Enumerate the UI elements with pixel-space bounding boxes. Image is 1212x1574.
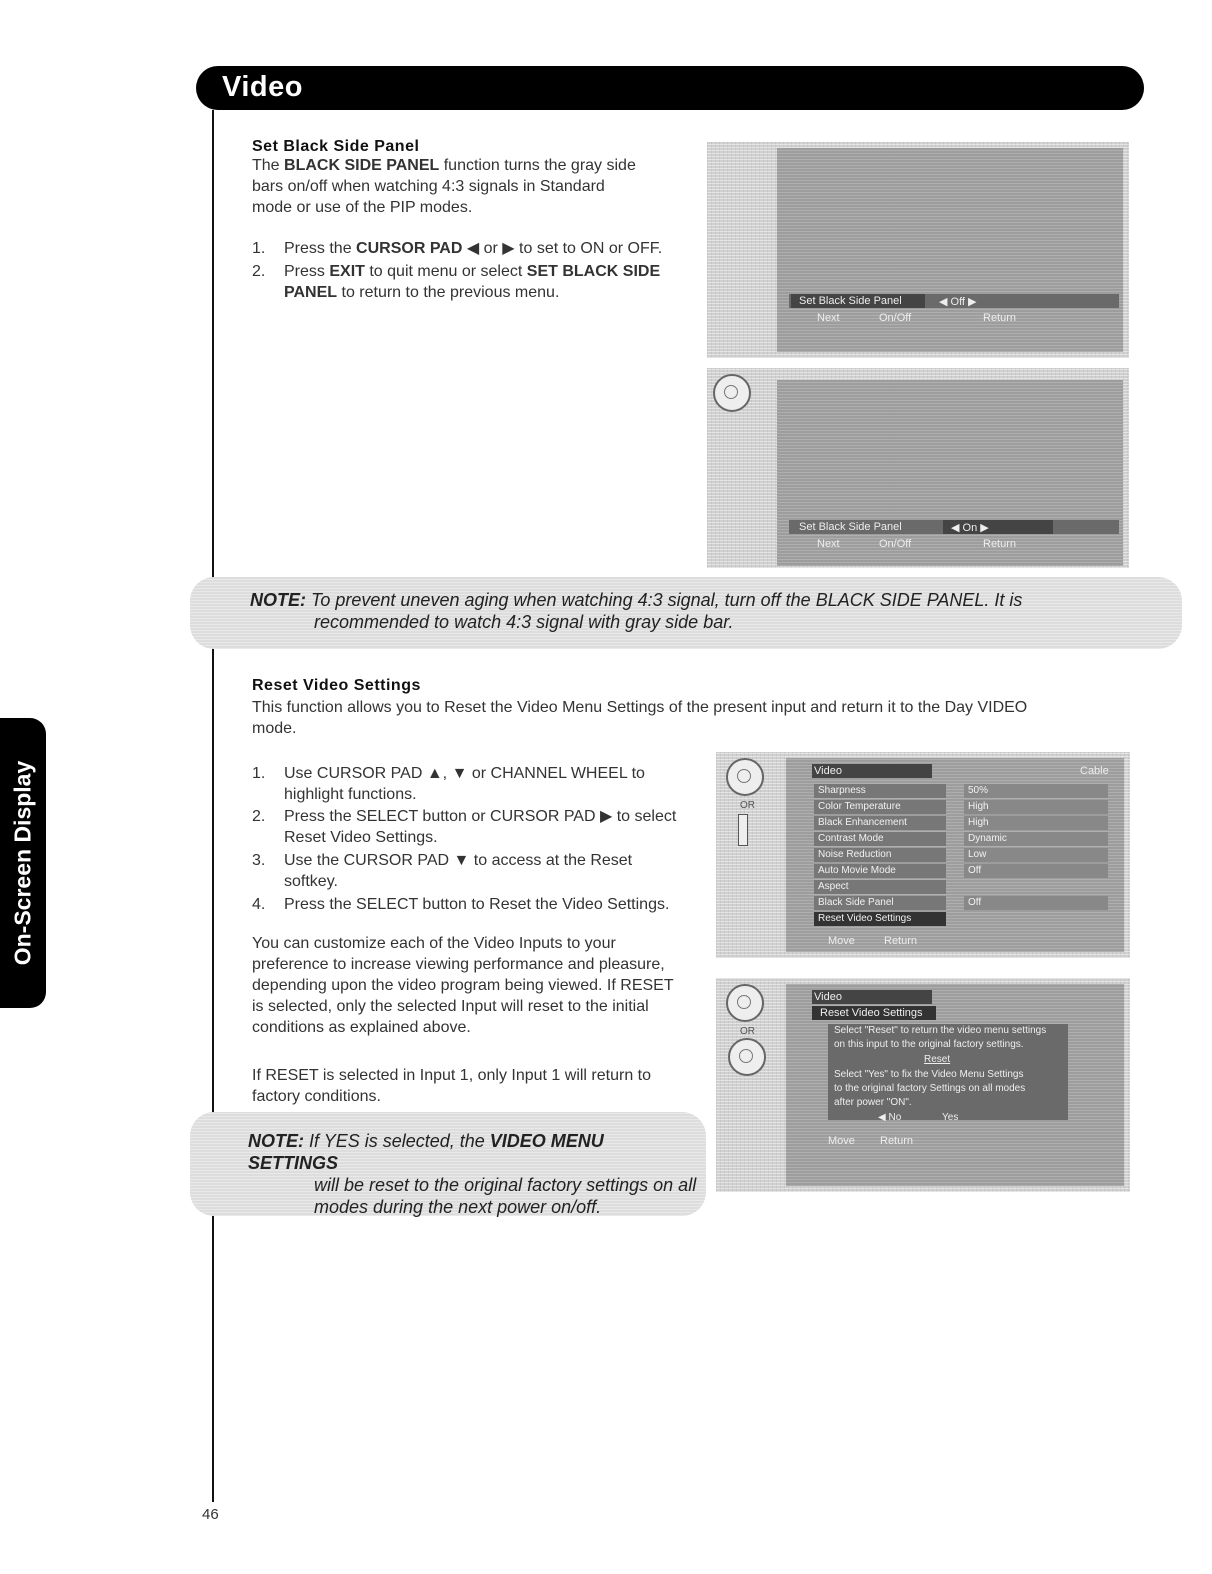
page-number: 46: [202, 1506, 219, 1523]
osd-nav-onoff: On/Off: [879, 312, 912, 324]
osd-item-contrast-mode[interactable]: Contrast Mode: [814, 832, 946, 846]
cursor-pad-icon: [726, 758, 764, 796]
margin-rule: [212, 110, 214, 1502]
osd-reset-button[interactable]: Reset: [924, 1054, 951, 1065]
note-label: NOTE:: [250, 590, 306, 610]
osd-item-noise-reduction[interactable]: Noise Reduction: [814, 848, 946, 862]
osd-nav-move: Move: [828, 1135, 855, 1147]
osd-menu-title: Video: [814, 991, 842, 1003]
osd-item-reset-video-settings[interactable]: Reset Video Settings: [814, 912, 946, 926]
osd-nav-return: Return: [884, 935, 918, 947]
section2-step-1: 1. Use CURSOR PAD ▲, ▼ or CHANNEL WHEEL to highlight functions.: [252, 765, 645, 803]
section2-intro: This function allows you to Reset the Video Menu Settings of the present input and return it to the Day VIDEO mode.: [252, 699, 1028, 737]
section1-step-1: 1. Press the CURSOR PAD ◀ or ▶ to set to ON or OFF.: [252, 240, 663, 257]
osd-option-yes[interactable]: Yes: [942, 1112, 959, 1123]
osd-menu-label: Set Black Side Panel: [799, 295, 902, 307]
cursor-pad-icon: [728, 1038, 766, 1076]
chapter-label: On-Screen Display: [9, 760, 36, 966]
osd-value-black-side-panel: Off: [964, 896, 1108, 910]
note-label: NOTE:: [248, 1131, 304, 1151]
section2-paragraph-customize: You can customize each of the Video Inputs to your preference to increase viewing performance and pleasure, depending upon the video program being viewed. If RESET is selected, only the selected Input will reset to the initial conditions as explained above.: [252, 935, 674, 1036]
note-box-reset-warning: NOTE: If YES is selected, the VIDEO MENU SETTINGS will be reset to the original factory settings on all modes during the next power on/off.: [190, 1112, 706, 1216]
section2-step-4: 4. Press the SELECT button to Reset the Video Settings.: [252, 896, 670, 913]
osd-value-auto-movie-mode: Off: [964, 864, 1108, 878]
tv-screen-black-panel-off: [707, 142, 1129, 358]
osd-item-color-temperature[interactable]: Color Temperature: [814, 800, 946, 814]
osd-submenu-title: Reset Video Settings: [820, 1007, 923, 1019]
osd-option-no[interactable]: ◀ No: [878, 1112, 902, 1123]
osd-nav-move: Move: [828, 935, 855, 947]
tv-screen-black-panel-on: [707, 368, 1129, 568]
tv-screen-reset-dialog: OR Video Reset Video Settings Select "Reset" to return the video menu settings on this input to the original factory settings. Reset Select "Yes" to fix the Video Menu Settings to the original factory Settings on all modes after power "ON". ◀ No Yes Move Return: [716, 978, 1130, 1192]
osd-nav-onoff: On/Off: [879, 538, 912, 550]
osd-value-sharpness: 50%: [964, 784, 1108, 798]
osd-item-black-enhancement[interactable]: Black Enhancement: [814, 816, 946, 830]
section2-paragraph-input1: If RESET is selected in Input 1, only Input 1 will return to factory conditions.: [252, 1067, 652, 1105]
osd-source: Cable: [1080, 765, 1109, 777]
channel-wheel-icon: [738, 814, 748, 846]
section-heading-reset-video: Reset Video Settings: [252, 677, 421, 694]
section-heading-black-side-panel: Set Black Side Panel: [252, 138, 420, 155]
osd-value: ◀ Off ▶: [939, 296, 977, 308]
osd-nav-return: Return: [880, 1135, 914, 1147]
osd-value-contrast-mode: Dynamic: [964, 832, 1108, 846]
cursor-pad-icon: [713, 374, 751, 412]
section2-step-2: 2. Press the SELECT button or CURSOR PAD ▶ to select Reset Video Settings.: [252, 808, 677, 846]
osd-menu-title: Video: [814, 765, 842, 777]
cursor-pad-icon: [726, 984, 764, 1022]
osd-item-sharpness[interactable]: Sharpness: [814, 784, 946, 798]
osd-menu-label: Set Black Side Panel: [799, 521, 902, 533]
chapter-side-tab: [0, 718, 46, 1008]
osd-value: ◀ On ▶: [951, 522, 989, 534]
section1-intro: The BLACK SIDE PANEL function turns the gray side bars on/off when watching 4:3 signals in Standard mode or use of the PIP modes.: [252, 157, 636, 216]
osd-nav-next: Next: [817, 312, 840, 324]
page-title: Video: [222, 71, 303, 103]
section2-step-3: 3. Use the CURSOR PAD ▼ to access at the Reset softkey.: [252, 852, 633, 890]
tv-screen-video-menu: OR Video Cable Sharpness Color Temperature Black Enhancement Contrast Mode Noise Reduction Auto Movie Mode Aspect Black Side Panel Reset Video Settings 50% High High Dynamic Low Off Off Move Return: [716, 752, 1130, 958]
note-box-aging: NOTE: To prevent uneven aging when watching 4:3 signal, turn off the BLACK SIDE PANEL. It is recommended to watch 4:3 signal with gray side bar.: [190, 577, 1182, 649]
section1-step-2: 2. Press EXIT to quit menu or select SET BLACK SIDE PANEL to return to the previous menu.: [252, 263, 661, 301]
osd-item-aspect[interactable]: Aspect: [814, 880, 946, 894]
osd-nav-return: Return: [983, 312, 1017, 324]
osd-nav-return: Return: [983, 538, 1017, 550]
section-title-bar: [196, 66, 1144, 110]
osd-value-noise-reduction: Low: [964, 848, 1108, 862]
osd-value-black-enhancement: High: [964, 816, 1108, 830]
osd-value-color-temperature: High: [964, 800, 1108, 814]
osd-item-auto-movie-mode[interactable]: Auto Movie Mode: [814, 864, 946, 878]
osd-nav-next: Next: [817, 538, 840, 550]
osd-item-black-side-panel[interactable]: Black Side Panel: [814, 896, 946, 910]
